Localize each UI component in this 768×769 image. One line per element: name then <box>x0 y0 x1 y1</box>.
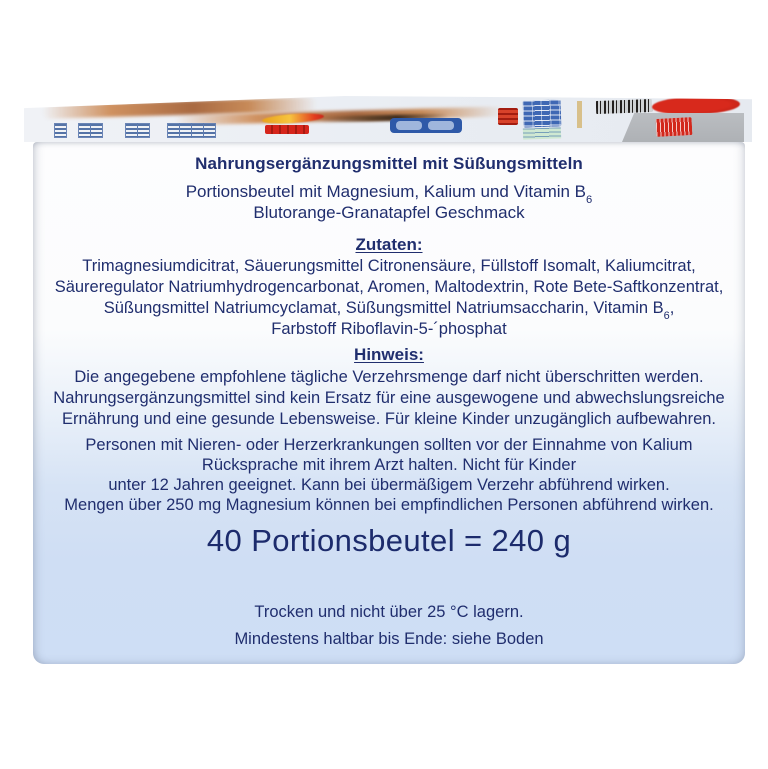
sachet-thumbnails <box>390 118 462 133</box>
box-top-flap <box>24 95 752 142</box>
notice-text <box>33 367 745 430</box>
subtitle-line: Portionsbeutel mit Magnesium, Kalium und Vitamin $B_6$ <box>185 182 593 207</box>
ingredients-line: Säureregulator Natriumhydrogencarbonat, Aromen, Maltodextrin, Rote Bete-Saftkonzentrat, <box>54 278 724 296</box>
subtitle-line: Blutorange-Granatapfel Geschmack <box>253 203 525 222</box>
flap-edge-sliver <box>577 101 582 128</box>
notice-line: Ernährung und eine gesunde Lebensweise. Für kleine Kinder unzugänglich aufbewahren. <box>61 410 717 428</box>
ingredients-line: Süßungsmittel Natriumcyclamat, Süßungsmittel Natriumsaccharin, Vitamin $B_6$, <box>103 299 675 323</box>
barcode-panel <box>622 113 744 142</box>
warning-line: Rücksprache mit ihrem Arzt halten. Nicht für Kinder <box>201 456 577 474</box>
brand-logo-red <box>652 95 741 115</box>
flap-text-block <box>192 124 203 137</box>
flap-text-block <box>55 124 66 137</box>
notice-heading: Hinweis: <box>354 345 424 364</box>
green-info-block <box>523 127 561 139</box>
ingredients-list <box>33 256 745 340</box>
flap-text-block <box>180 124 191 137</box>
nutrition-table-thumbnail <box>523 99 562 127</box>
flap-text-block <box>204 124 215 137</box>
warning-text <box>33 435 745 515</box>
brand-logo-wordmark <box>265 125 309 134</box>
flap-text-block <box>138 124 149 137</box>
flap-text-block <box>126 124 137 137</box>
ingredients-line: Farbstoff Riboflavin-5-´phosphat <box>271 320 507 338</box>
product-subtitle <box>33 181 745 223</box>
warning-line: Personen mit Nieren- oder Herzerkrankungen sollten vor der Einnahme von Kalium <box>85 436 693 454</box>
barcode <box>596 99 652 114</box>
box-back-panel <box>33 142 745 664</box>
warning-line: Mengen über 250 mg Magnesium können bei empfindlichen Personen abführend wirken. <box>64 496 714 514</box>
flap-text-block <box>91 124 102 137</box>
red-logo-stamp <box>656 117 693 137</box>
warning-line: unter 12 Jahren geeignet. Kann bei übermäßigem Verzehr abführend wirken. <box>108 476 670 494</box>
ingredients-heading: Zutaten: <box>355 235 423 254</box>
product-claim: Nahrungsergänzungsmittel mit Süßungsmitteln <box>195 154 583 173</box>
best-before-note: Mindestens haltbar bis Ende: siehe Boden <box>234 630 544 648</box>
ingredients-line: Trimagnesiumdicitrat, Säuerungsmittel Citronensäure, Füllstoff Isomalt, Kaliumcitrat, <box>82 257 696 275</box>
red-seal-stamp <box>498 108 518 125</box>
flap-text-block <box>79 124 90 137</box>
notice-line: Nahrungsergänzungsmittel sind kein Ersatz für eine ausgewogene und abwechslungsreiche <box>53 389 725 407</box>
notice-line: Die angegebene empfohlene tägliche Verzehrsmenge darf nicht überschritten werden. <box>74 368 704 386</box>
flap-text-block <box>168 124 179 137</box>
pack-size: 40 Portionsbeutel = 240 g <box>206 523 572 558</box>
storage-instruction: Trocken und nicht über 25 °C lagern. <box>254 603 524 621</box>
